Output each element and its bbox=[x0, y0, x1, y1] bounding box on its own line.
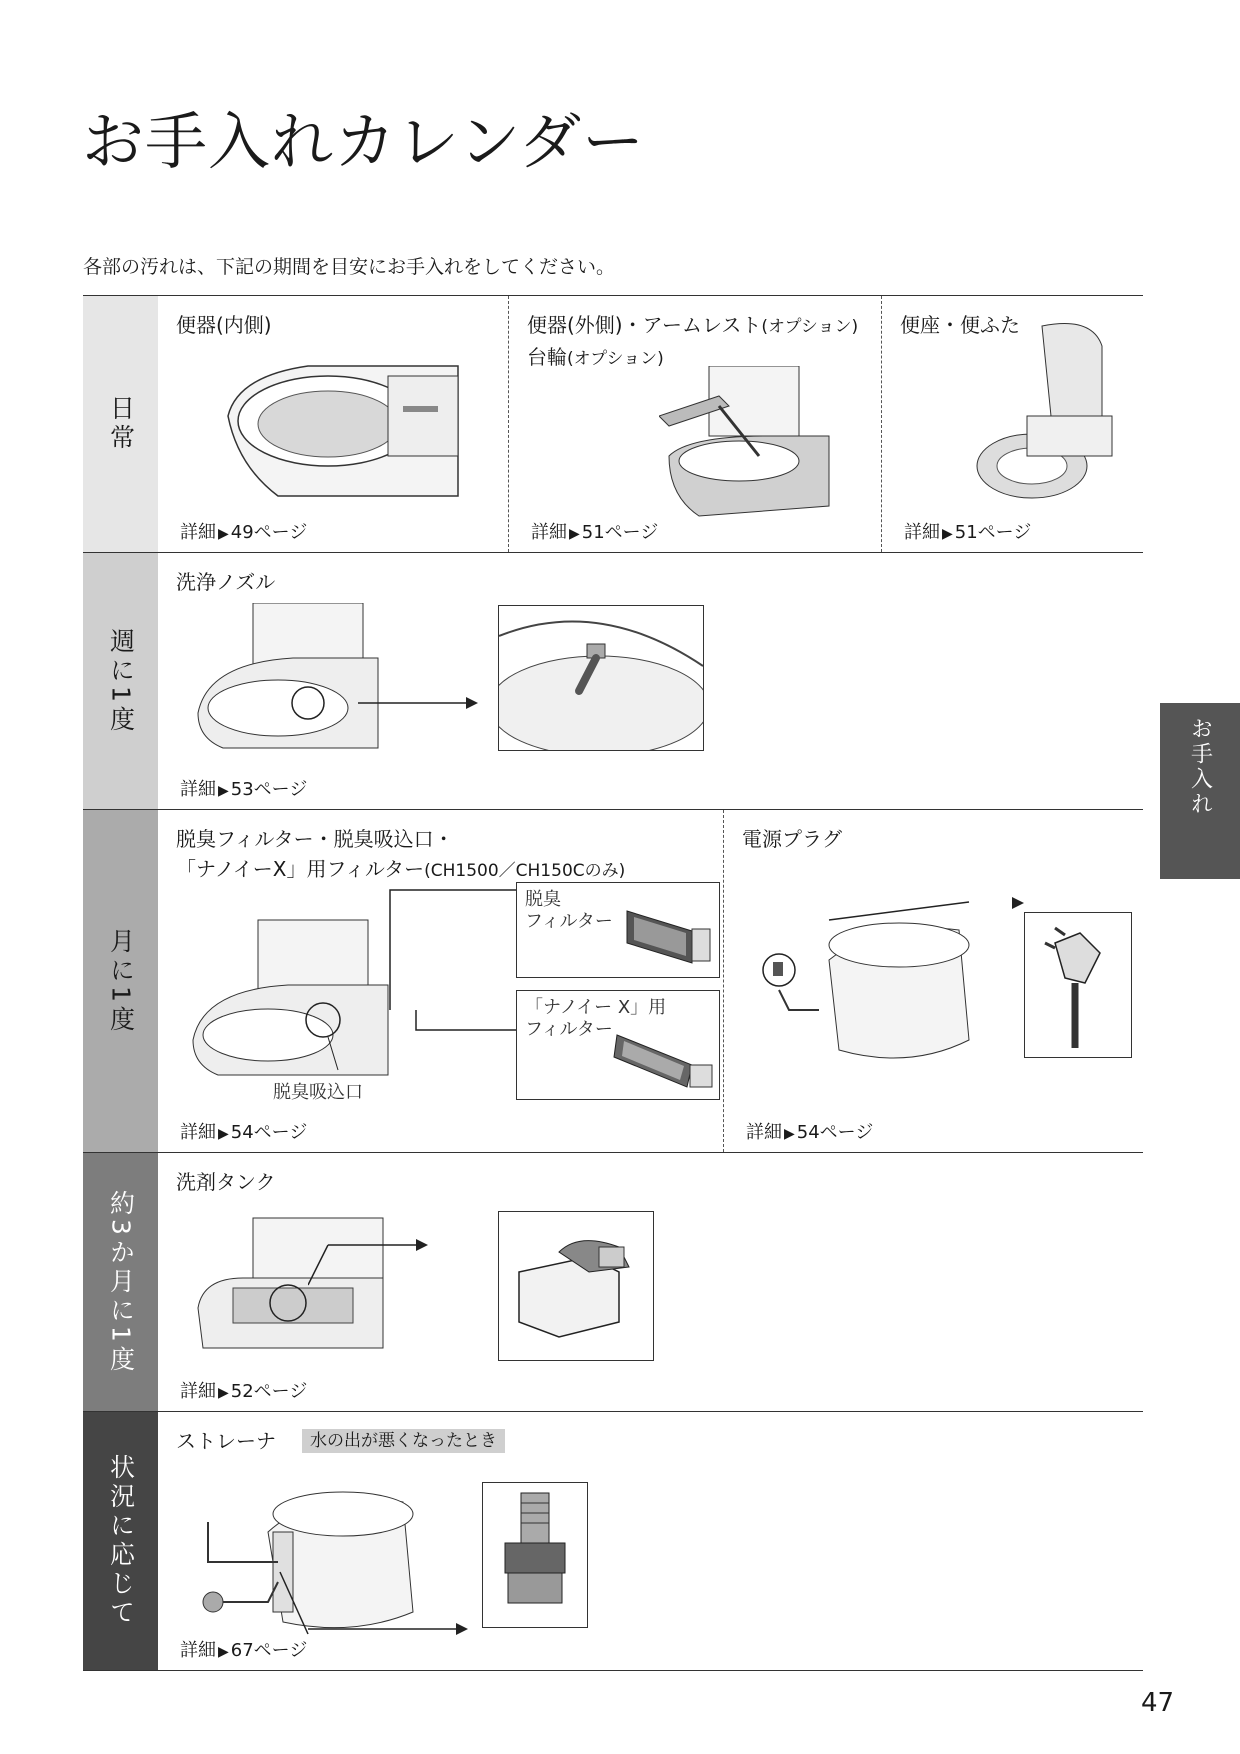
detail-link[interactable]: 詳細 ▶ 49ページ bbox=[180, 522, 308, 543]
cell-bowl-inside bbox=[158, 296, 508, 552]
cell-heading: ストレーナ 水の出が悪くなったとき bbox=[176, 1426, 505, 1456]
cell-heading: 便器(内側) bbox=[176, 313, 272, 337]
toilet-bowl-inside-illustration bbox=[218, 346, 478, 506]
power-plug-box bbox=[1024, 912, 1132, 1058]
armrest-toilet-illustration bbox=[659, 366, 849, 526]
deodorizing-filter-box bbox=[516, 882, 720, 978]
cell-bowl-outside bbox=[508, 296, 881, 552]
condition-badge: 水の出が悪くなったとき bbox=[302, 1429, 505, 1453]
nozzle-closeup-illustration bbox=[499, 606, 703, 750]
triangle-right-icon: ▶ bbox=[784, 1126, 795, 1142]
cell-heading: 電源プラグ bbox=[742, 827, 842, 851]
page-number: 47 bbox=[1141, 1688, 1175, 1718]
cell-deodorizing-filter bbox=[158, 810, 723, 1152]
triangle-right-icon: ▶ bbox=[942, 526, 953, 542]
nanoe-filter-box bbox=[516, 990, 720, 1100]
cell-heading: 脱臭フィルター・脱臭吸込口・ 「ナノイーX」用フィルター(CH1500／CH150Cのみ) bbox=[176, 827, 626, 881]
strainer-box bbox=[482, 1482, 588, 1628]
toilet-with-plug-illustration bbox=[759, 900, 979, 1070]
cell-heading: 洗剤タンク bbox=[176, 1170, 276, 1194]
triangle-right-icon: ▶ bbox=[569, 526, 580, 542]
row-label-3months: 約3か月に1度 bbox=[83, 1153, 158, 1411]
arrow-right-icon bbox=[964, 896, 1024, 910]
row-label-as-needed: 状況に応じて bbox=[83, 1412, 158, 1670]
detail-link[interactable]: 詳細 ▶ 53ページ bbox=[180, 779, 308, 800]
page-title: お手入れカレンダー bbox=[82, 105, 645, 178]
detergent-tank-box bbox=[498, 1211, 654, 1361]
cell-heading: 洗浄ノズル bbox=[176, 570, 276, 594]
nozzle-closeup-box bbox=[498, 605, 704, 751]
row-label-monthly: 月に1度 bbox=[83, 810, 158, 1152]
calendar-row-3months bbox=[83, 1153, 1143, 1412]
intro-text: 各部の汚れは、下記の期間を目安にお手入れをしてください。 bbox=[83, 256, 616, 278]
arrow-right-icon bbox=[308, 1235, 428, 1295]
cell-heading: 便座・便ふた bbox=[900, 313, 1020, 337]
cell-power-plug bbox=[723, 810, 1143, 1152]
cell-detergent-tank bbox=[158, 1153, 1143, 1411]
detail-link[interactable]: 詳細 ▶ 67ページ bbox=[180, 1640, 308, 1661]
detail-link[interactable]: 詳細 ▶ 54ページ bbox=[180, 1122, 308, 1143]
cell-heading: 便器(外側)・アームレスト(オプション) 台輪(オプション) bbox=[527, 313, 859, 369]
nanoe-filter-illustration bbox=[612, 1025, 717, 1095]
callout-label: 脱臭 フィルター bbox=[525, 889, 613, 932]
cell-seat-lid bbox=[881, 296, 1143, 552]
filter-location-illustration bbox=[188, 910, 418, 1080]
triangle-right-icon: ▶ bbox=[218, 1385, 229, 1401]
arrow-right-icon bbox=[358, 693, 478, 713]
detail-link[interactable]: 詳細 ▶ 52ページ bbox=[180, 1381, 308, 1402]
calendar-row-daily bbox=[83, 296, 1143, 553]
power-plug-icon bbox=[1025, 913, 1131, 1057]
detail-link[interactable]: 詳細 ▶ 51ページ bbox=[904, 522, 1032, 543]
calendar-row-as-needed bbox=[83, 1412, 1143, 1671]
triangle-right-icon: ▶ bbox=[218, 783, 229, 799]
calendar-row-monthly bbox=[83, 810, 1143, 1153]
triangle-right-icon: ▶ bbox=[218, 526, 229, 542]
row-label-weekly: 週に1度 bbox=[83, 553, 158, 809]
section-side-tab: お手入れ bbox=[1160, 703, 1240, 879]
maintenance-calendar bbox=[83, 295, 1143, 1671]
cell-nozzle bbox=[158, 553, 1143, 809]
nozzle-location-illustration bbox=[193, 603, 393, 753]
cell-strainer bbox=[158, 1412, 1143, 1670]
detail-link[interactable]: 詳細 ▶ 54ページ bbox=[746, 1122, 874, 1143]
row-label-daily: 日常 bbox=[83, 296, 158, 552]
arrow-right-icon bbox=[308, 1622, 468, 1636]
triangle-right-icon: ▶ bbox=[218, 1126, 229, 1142]
callout-label: 「ナノイー X」用 フィルター bbox=[525, 997, 667, 1040]
triangle-right-icon: ▶ bbox=[218, 1644, 229, 1660]
deodorizing-filter-illustration bbox=[622, 901, 717, 966]
toilet-seat-lid-illustration bbox=[972, 316, 1122, 516]
detail-link[interactable]: 詳細 ▶ 51ページ bbox=[531, 522, 659, 543]
toilet-strainer-location-illustration bbox=[188, 1472, 428, 1637]
strainer-illustration bbox=[483, 1483, 587, 1627]
detergent-tank-illustration bbox=[499, 1212, 653, 1360]
intake-callout-label: 脱臭吸込口 bbox=[273, 1082, 363, 1103]
calendar-row-weekly bbox=[83, 553, 1143, 810]
